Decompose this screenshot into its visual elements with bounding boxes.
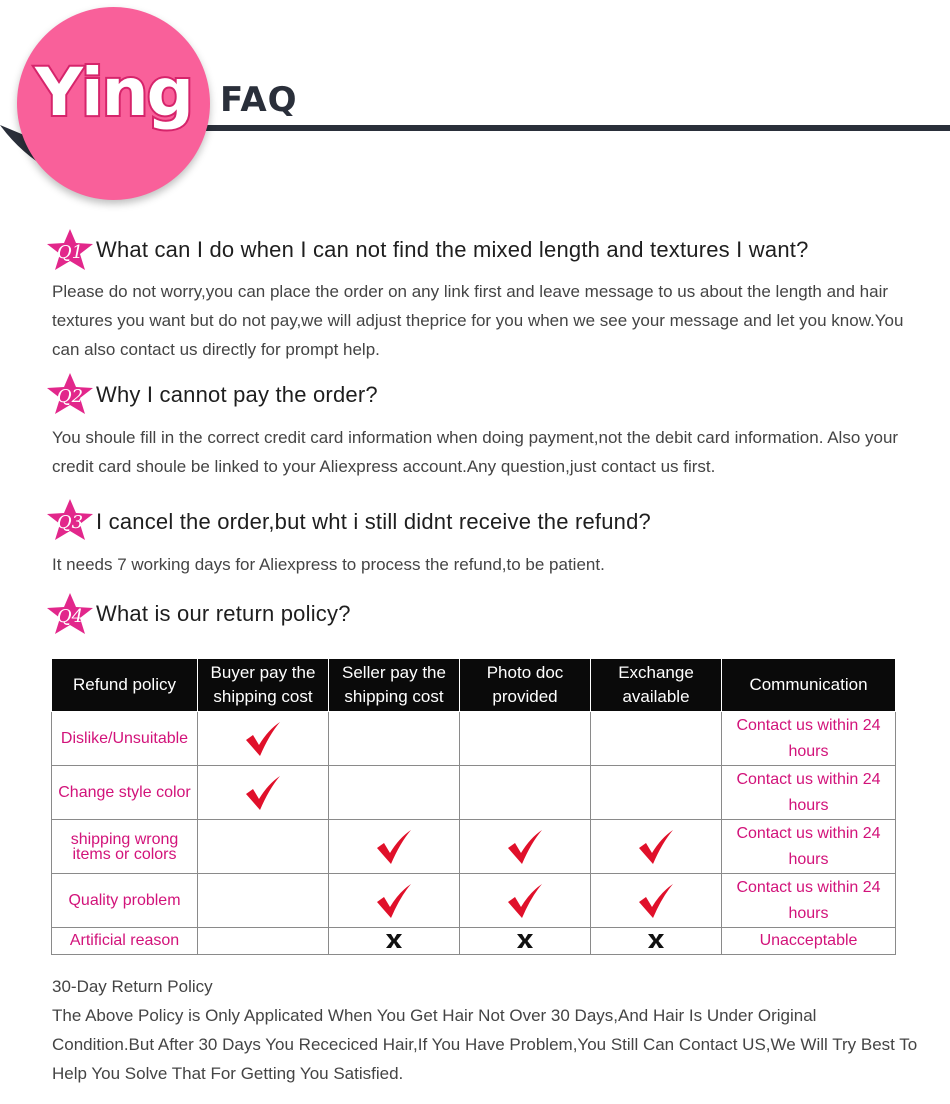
cross-icon bbox=[384, 933, 404, 949]
mark-cell bbox=[460, 874, 591, 928]
communication-cell: Contact us within 24 hours bbox=[722, 820, 896, 874]
table-row bbox=[52, 766, 896, 820]
q1-badge-label: Q1 bbox=[56, 242, 84, 263]
mark-cell bbox=[460, 766, 591, 820]
mark-cell bbox=[329, 820, 460, 874]
q3-question: I cancel the order,but wht i still didnt receive the refund? bbox=[96, 509, 651, 534]
check-icon bbox=[375, 883, 413, 919]
check-icon bbox=[637, 829, 675, 865]
row-label: Change style color bbox=[52, 766, 198, 820]
mark-cell bbox=[460, 712, 591, 766]
mark-cell bbox=[329, 928, 460, 955]
mark-cell bbox=[198, 928, 329, 955]
return-policy-table bbox=[51, 658, 896, 955]
table-header-row bbox=[52, 659, 896, 712]
q2-answer: You shoule fill in the correct credit card information when doing payment,not the debit card information. Also your credit card shoule be linked to your Aliexpress account.Any question,just contact us first. bbox=[52, 428, 899, 476]
table-row bbox=[52, 928, 896, 955]
header-exchange: Exchange available bbox=[591, 659, 722, 712]
mark-cell bbox=[329, 766, 460, 820]
mark-cell bbox=[198, 874, 329, 928]
cross-icon bbox=[515, 933, 535, 949]
q2-star-badge-icon bbox=[44, 372, 96, 416]
mark-cell bbox=[329, 712, 460, 766]
check-icon bbox=[244, 775, 282, 811]
mark-cell bbox=[591, 766, 722, 820]
row-label: Dislike/Unsuitable bbox=[52, 712, 198, 766]
q1-question: What can I do when I can not find the mixed length and textures I want? bbox=[96, 237, 809, 262]
q4-badge-label: Q4 bbox=[56, 606, 84, 627]
row-label: Artificial reason bbox=[52, 928, 198, 955]
header-refund-policy: Refund policy bbox=[52, 659, 198, 712]
table-row bbox=[52, 712, 896, 766]
footer-text: The Above Policy is Only Applicated When You Get Hair Not Over 30 Days,And Hair Is Under Original Condition.But After 30 Days You Receciced Hair,If You Have Problem,You Still Can Contact US,We Will Try Best To Help You Solve That For Getting You Satisfied. bbox=[52, 1006, 918, 1083]
table-row bbox=[52, 874, 896, 928]
check-icon bbox=[244, 721, 282, 757]
mark-cell bbox=[591, 874, 722, 928]
q2-badge-label: Q2 bbox=[56, 386, 84, 407]
row-label: shipping wrong items or colors bbox=[52, 820, 198, 874]
communication-cell: Unacceptable bbox=[722, 928, 896, 955]
q3-answer: It needs 7 working days for Aliexpress to process the refund,to be patient. bbox=[52, 555, 605, 574]
table-row bbox=[52, 820, 896, 874]
brand-logo: Ying bbox=[35, 54, 192, 131]
check-icon bbox=[375, 829, 413, 865]
mark-cell bbox=[198, 766, 329, 820]
mark-cell bbox=[198, 820, 329, 874]
q1-star-badge-icon bbox=[44, 228, 96, 272]
q3-badge-label: Q3 bbox=[56, 512, 84, 533]
mark-cell bbox=[198, 712, 329, 766]
mark-cell bbox=[329, 874, 460, 928]
mark-cell bbox=[591, 928, 722, 955]
q4-question: What is our return policy? bbox=[96, 601, 351, 626]
header-seller-pay: Seller pay the shipping cost bbox=[329, 659, 460, 712]
q1-answer: Please do not worry,you can place the order on any link first and leave message to us about the length and hair textures you want but do not pay,we will adjust theprice for you when we see your message and let you know.You can also contact us directly for prompt help. bbox=[52, 282, 904, 359]
communication-cell: Contact us within 24 hours bbox=[722, 712, 896, 766]
communication-cell: Contact us within 24 hours bbox=[722, 766, 896, 820]
header bbox=[0, 0, 950, 210]
check-icon bbox=[637, 883, 675, 919]
q3-star-badge-icon bbox=[44, 498, 96, 542]
return-policy-footer bbox=[52, 972, 922, 1088]
q4-star-badge-icon bbox=[44, 592, 96, 636]
mark-cell bbox=[460, 820, 591, 874]
mark-cell bbox=[591, 820, 722, 874]
check-icon bbox=[506, 883, 544, 919]
footer-title: 30-Day Return Policy bbox=[52, 977, 213, 996]
row-label: Quality problem bbox=[52, 874, 198, 928]
mark-cell bbox=[460, 928, 591, 955]
header-buyer-pay: Buyer pay the shipping cost bbox=[198, 659, 329, 712]
header-photo-doc: Photo doc provided bbox=[460, 659, 591, 712]
check-icon bbox=[506, 829, 544, 865]
mark-cell bbox=[591, 712, 722, 766]
header-communication: Communication bbox=[722, 659, 896, 712]
cross-icon bbox=[646, 933, 666, 949]
q2-question: Why I cannot pay the order? bbox=[96, 382, 378, 407]
page-title: FAQ bbox=[220, 80, 298, 120]
communication-cell: Contact us within 24 hours bbox=[722, 874, 896, 928]
